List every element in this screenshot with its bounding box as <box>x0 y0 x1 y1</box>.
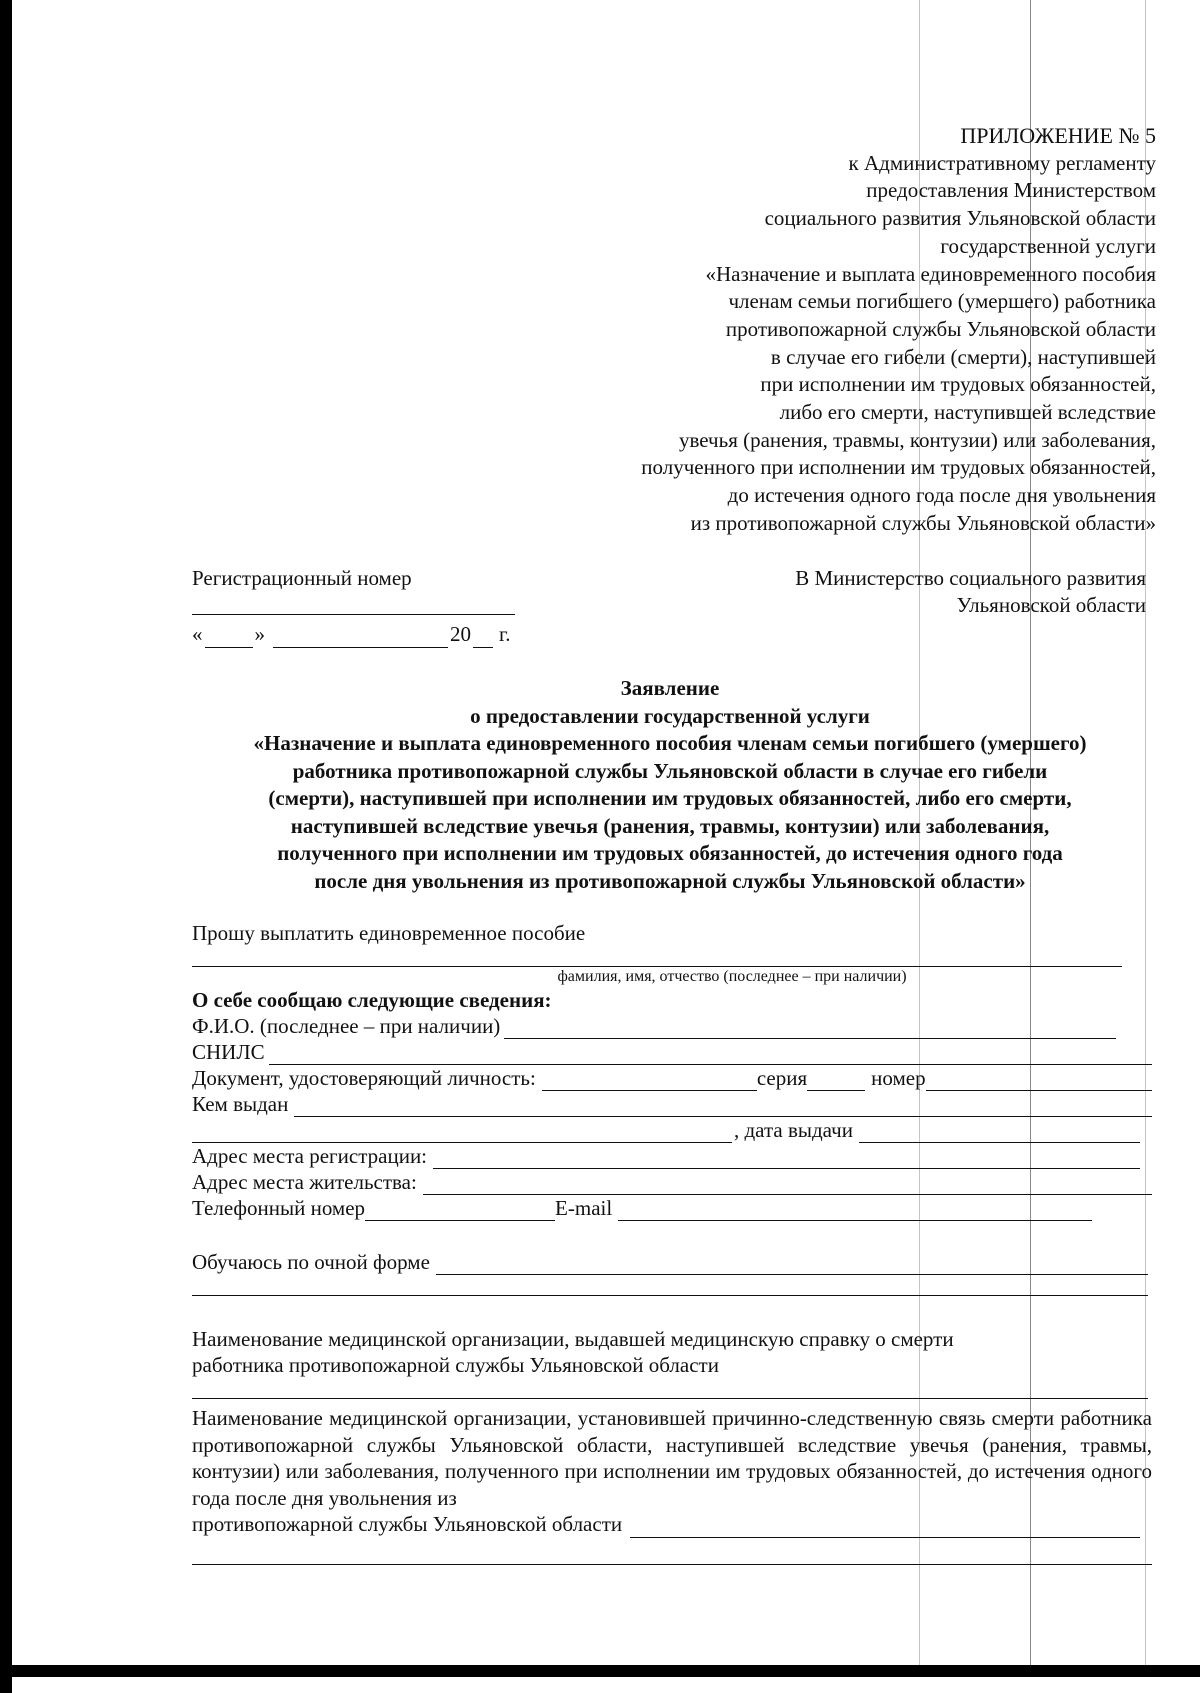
request-text: Прошу выплатить единовременное пособие <box>192 921 586 945</box>
issued-by-label: Кем выдан <box>192 1092 289 1116</box>
appendix-line: увечья (ранения, травмы, контузии) или заболевания, <box>678 427 1156 452</box>
year-prefix: 20 <box>450 622 471 646</box>
recipient-block <box>795 565 1146 619</box>
appendix-line: членам семьи погибшего (умершего) работника <box>728 289 1156 314</box>
fio-field[interactable] <box>504 1018 1116 1039</box>
title-line: полученного при исполнении им трудовых обязанностей, до истечения одного года <box>277 841 1063 865</box>
study-field-continued[interactable] <box>192 1275 1148 1296</box>
appendix-line: до истечения одного года после дня увольнения <box>727 483 1156 508</box>
med-org-line: работника противопожарной службы Ульяновской области <box>192 1353 719 1377</box>
title-line: Заявление <box>620 676 720 700</box>
appendix-line: из противопожарной службы Ульяновской области» <box>690 510 1156 535</box>
fio-caption: фамилия, имя, отчество (последнее – при наличии) <box>557 968 907 985</box>
email-label: E-mail <box>555 1196 613 1220</box>
registration-day-field[interactable] <box>205 627 253 648</box>
appendix-line: предоставления Министерством <box>866 178 1156 203</box>
recipient-line: Ульяновской области <box>956 593 1146 617</box>
fio-label: Ф.И.О. (последнее – при наличии) <box>192 1014 501 1038</box>
number-label: номер <box>871 1066 926 1090</box>
title-line: (смерти), наступившей при исполнении им трудовых обязанностей, либо его смерти, <box>268 786 1072 810</box>
live-address-field[interactable] <box>423 1174 1152 1195</box>
beneficiary-name-field[interactable] <box>192 946 1122 967</box>
series-label: серия <box>756 1066 808 1090</box>
quote-open: « <box>192 622 203 646</box>
title-line: о предоставлении государственной услуги <box>470 703 870 728</box>
series-field[interactable] <box>807 1070 865 1091</box>
reg-address-row <box>192 1143 1152 1169</box>
causal-link-text-end: противопожарной службы Ульяновской области <box>192 1512 623 1536</box>
appendix-line: либо его смерти, наступившей вследствие <box>779 400 1156 425</box>
appendix-line: полученного при исполнении им трудовых обязанностей, <box>641 455 1156 480</box>
appendix-line: к Административному регламенту <box>848 150 1156 175</box>
title-line: работника противопожарной службы Ульяновской области в случае его гибели <box>292 758 1048 783</box>
study-field[interactable] <box>436 1254 1148 1275</box>
appendix-line: в случае его гибели (смерти), наступившей <box>770 344 1156 369</box>
document-type-field[interactable] <box>542 1070 757 1091</box>
title-line: «Назначение и выплата единовременного пособия членам семьи погибшего (умершего) <box>253 731 1087 755</box>
causal-org-field-continued[interactable] <box>192 1544 1152 1565</box>
application-title <box>185 675 1155 895</box>
application-form <box>192 920 1152 1565</box>
reg-address-field[interactable] <box>433 1148 1140 1169</box>
phone-label: Телефонный номер <box>192 1196 366 1220</box>
med-org-field[interactable] <box>192 1378 1148 1399</box>
issue-date-field[interactable] <box>859 1122 1140 1143</box>
registration-block <box>192 565 532 648</box>
issued-by-field-continued[interactable] <box>192 1122 732 1143</box>
causal-org-field[interactable] <box>630 1517 1140 1538</box>
about-heading: О себе сообщаю следующие сведения: <box>192 988 552 1012</box>
document-row <box>192 1065 1152 1091</box>
title-line: наступившей вследствие увечья (ранения, травмы, контузии) или заболевания, <box>290 813 1050 838</box>
live-address-label: Адрес места жительства: <box>192 1170 417 1194</box>
quote-close: » <box>254 622 265 646</box>
snils-row <box>192 1039 1152 1065</box>
registration-month-field[interactable] <box>273 627 448 648</box>
number-field[interactable] <box>926 1070 1152 1091</box>
year-suffix: г. <box>499 622 511 646</box>
snils-field[interactable] <box>269 1044 1152 1065</box>
appendix-line: «Назначение и выплата единовременного пособия <box>705 261 1156 286</box>
appendix-line: государственной услуги <box>940 233 1156 258</box>
med-org-line: Наименование медицинской организации, выдавшей медицинскую справку о смерти <box>192 1327 954 1351</box>
causal-link-row <box>192 1511 1152 1538</box>
appendix-title: ПРИЛОЖЕНИЕ № 5 <box>960 123 1156 148</box>
email-field[interactable] <box>618 1200 1092 1221</box>
phone-field[interactable] <box>365 1200 555 1221</box>
fio-row <box>192 1013 1152 1039</box>
reg-address-label: Адрес места регистрации: <box>192 1144 428 1168</box>
registration-year-field[interactable] <box>473 627 493 648</box>
issue-date-label: , дата выдачи <box>734 1118 853 1142</box>
contacts-row <box>192 1195 1152 1221</box>
scan-left-border <box>0 0 12 1693</box>
study-label: Обучаюсь по очной форме <box>192 1250 430 1274</box>
issue-date-row <box>192 1117 1152 1143</box>
registration-date-row <box>192 621 532 648</box>
study-row <box>192 1249 1152 1275</box>
document-label: Документ, удостоверяющий личность: <box>192 1066 536 1090</box>
recipient-line: В Министерство социального развития <box>795 566 1146 590</box>
registration-label: Регистрационный номер <box>192 566 412 590</box>
appendix-line: при исполнении им трудовых обязанностей, <box>760 372 1156 397</box>
scan-bottom-border <box>0 1665 1200 1677</box>
title-line: после дня увольнения из противопожарной службы Ульяновской области» <box>314 868 1026 893</box>
issued-by-field[interactable] <box>294 1096 1152 1117</box>
appendix-header <box>641 122 1156 538</box>
registration-number-field[interactable] <box>192 594 515 615</box>
snils-label: СНИЛС <box>192 1040 265 1064</box>
live-address-row <box>192 1169 1152 1195</box>
causal-link-text: Наименование медицинской организации, установившей причинно-следственную связь смерти работника противопожарной службы Ульяновской области, наступившей вследствие увечья (ранения, травмы, контузии) или заболевания, полученного при исполнении им трудовых обязанностей, до истечения одного года после дня увольнения из <box>192 1406 1152 1510</box>
appendix-line: социального развития Ульяновской области <box>764 206 1156 231</box>
appendix-line: противопожарной службы Ульяновской области <box>725 316 1156 341</box>
issued-by-row <box>192 1091 1152 1117</box>
